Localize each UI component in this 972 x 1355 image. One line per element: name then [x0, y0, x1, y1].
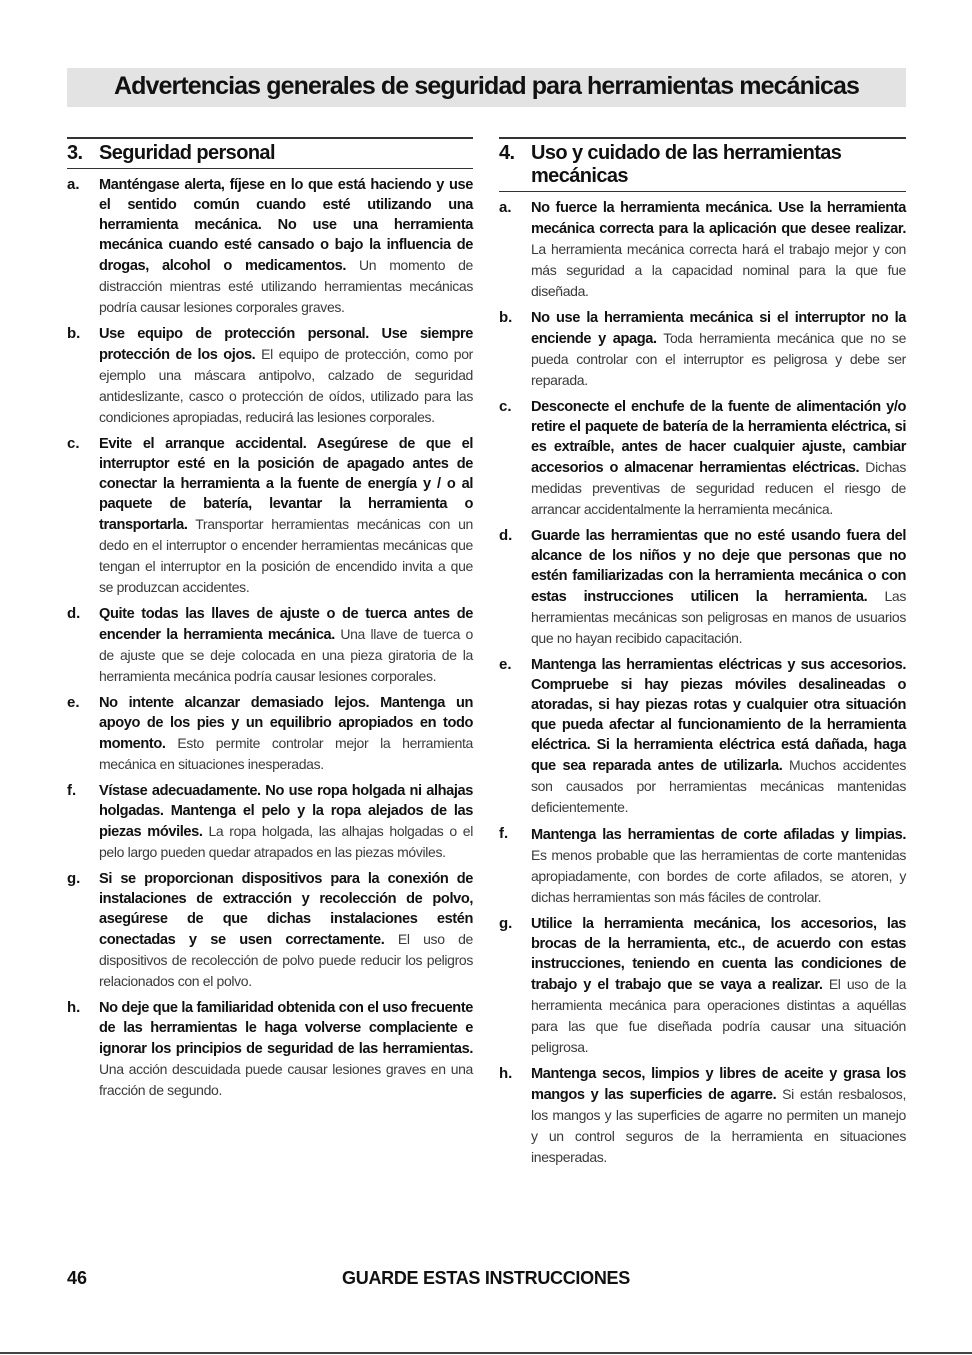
item-body: [99, 869, 473, 992]
list-item: [67, 869, 473, 992]
item-warning: Desconecte el enchufe de la fuente de alimentación y/o retire el paquete de batería de la herramienta eléctrica, si es extraíble, antes de hacer cualquier ajuste, cambiar accesorios o almacenar herramientas eléctricas.: [531, 399, 906, 476]
list-item: [67, 693, 473, 775]
item-letter: c.: [499, 398, 512, 415]
list-item: [499, 526, 906, 649]
right-items: [499, 198, 906, 1168]
item-explanation: El uso de la herramienta mecánica para operaciones distintas a aquéllas para las que fue diseñada podría causar una situación peligrosa.: [531, 976, 907, 1055]
section-tool-use-care: [499, 137, 906, 1174]
item-letter: g.: [67, 870, 81, 887]
list-item: [499, 198, 906, 302]
item-explanation: La herramienta mecánica correcta hará el trabajo mejor y con más seguridad a la capacidad nominal para la que fue diseñada.: [531, 241, 906, 299]
item-body: [99, 998, 473, 1101]
section-personal-safety: [67, 137, 473, 1107]
item-letter: d.: [67, 605, 81, 622]
item-letter: f.: [499, 825, 509, 842]
item-body: [99, 324, 473, 428]
page-title: Advertencias generales de seguridad para herramientas mecánicas: [113, 72, 860, 100]
list-item: [67, 998, 473, 1101]
item-explanation: Toda herramienta mecánica que no se pueda controlar con el interruptor es peligrosa y debe ser reparada.: [531, 330, 907, 388]
item-explanation: Dichas medidas preventivas de seguridad reducen el riesgo de arrancar accidentalmente la herramienta mecánica.: [531, 459, 906, 517]
item-letter: a.: [67, 176, 80, 193]
item-explanation: La ropa holgada, las alhajas holgadas o el pelo largo pueden quedar atrapados en las piezas móviles.: [99, 823, 473, 860]
item-explanation: Muchos accidentes son causados por herramientas mecánicas mantenidas deficientemente.: [531, 757, 906, 815]
item-explanation: Un momento de distracción mientras esté utilizando herramientas mecánicas podría causar lesiones corporales graves.: [99, 257, 473, 315]
item-warning: Evite el arranque accidental. Asegúrese de que el interruptor esté en la posición de apagado antes de conectar la herramienta a la fuente de energía y / o al paquete de batería, levantar la herramienta o transportarla.: [99, 436, 473, 533]
item-body: [531, 1064, 906, 1168]
list-item: [67, 604, 473, 687]
item-letter: b.: [67, 325, 81, 342]
list-item: [499, 655, 906, 818]
list-item: [499, 914, 906, 1058]
section-heading: [67, 137, 473, 169]
item-warning: Mantenga las herramientas de corte afiladas y limpias.: [531, 827, 906, 843]
item-letter: h.: [499, 1065, 513, 1082]
item-body: [531, 824, 906, 908]
item-warning: Utilice la herramienta mecánica, los accesorios, las brocas de la herramienta, etc., de acuerdo con estas instrucciones, teniendo en cuenta las condiciones de trabajo y el trabajo que se vaya a realizar.: [531, 916, 906, 993]
left-items: [67, 175, 473, 1101]
section-heading: [499, 137, 906, 192]
item-explanation: Es menos probable que las herramientas de corte mantenidas apropiadamente, con bordes de corte afilados, se atoren, y dichas herramientas son más fáciles de controlar.: [531, 847, 906, 905]
list-item: [67, 781, 473, 863]
list-item: [499, 1064, 906, 1168]
item-explanation: Las herramientas mecánicas son peligrosas en manos de usuarios que no hayan recibido capacitación.: [531, 588, 907, 646]
item-explanation: El uso de dispositivos de recolección de polvo puede reducir los peligros relacionados con el polvo.: [99, 931, 473, 989]
item-warning: No use la herramienta mecánica si el interruptor no la enciende y apaga.: [531, 310, 906, 347]
item-warning: Mantenga secos, limpios y libres de aceite y grasa los mangos y las superficies de agarre.: [531, 1066, 906, 1103]
item-letter: g.: [499, 915, 513, 932]
item-body: [99, 434, 473, 598]
item-body: [531, 198, 906, 302]
item-letter: h.: [67, 999, 81, 1016]
item-body: [99, 604, 473, 687]
item-letter: e.: [67, 694, 80, 711]
list-item: [67, 324, 473, 428]
item-body: [531, 914, 906, 1058]
item-explanation: El equipo de protección, como por ejemplo una máscara antipolvo, calzado de seguridad antideslizante, casco o protección de oídos, utilizado para las condiciones apropiadas, reducirá las lesiones corporales.: [99, 346, 473, 425]
item-body: [99, 781, 473, 863]
item-warning: Vístase adecuadamente. No use ropa holgada ni alhajas holgadas. Mantenga el pelo y la ropa alejados de las piezas móviles.: [99, 783, 473, 840]
footer-title: GUARDE ESTAS INSTRUCCIONES: [342, 1268, 630, 1288]
item-letter: a.: [499, 199, 512, 216]
item-explanation: Una llave de tuerca o de ajuste que se deje colocada en una pieza giratoria de la herramienta mecánica podría causar lesiones corporales.: [99, 626, 473, 684]
divider: [0, 1352, 972, 1354]
list-item: [499, 397, 906, 520]
list-item: [67, 434, 473, 598]
item-letter: b.: [499, 309, 513, 326]
section-title: Seguridad personal: [99, 142, 275, 164]
item-warning: Manténgase alerta, fíjese en lo que está haciendo y use el sentido común cuando esté utilizando una herramienta mecánica. No use una herramienta mecánica cuando esté cansado o bajo la influencia de drogas, alcohol o medicamentos.: [99, 177, 473, 274]
item-letter: c.: [67, 435, 80, 452]
item-explanation: Transportar herramientas mecánicas con un dedo en el interruptor o encender herramientas mecánicas que tengan el interruptor en la posición de encendido invita a que se produzcan accidentes.: [99, 516, 473, 595]
item-letter: d.: [499, 527, 513, 544]
item-explanation: Una acción descuidada puede causar lesiones graves en una fracción de segundo.: [99, 1061, 473, 1098]
item-warning: No deje que la familiaridad obtenida con el uso frecuente de las herramientas le haga volverse complaciente e ignorar los principios de seguridad de las herramientas.: [99, 1000, 473, 1057]
item-letter: e.: [499, 656, 512, 673]
section-title: Uso y cuidado de las herramientas mecánicas: [531, 142, 842, 187]
item-body: [99, 693, 473, 775]
page-number: 46: [67, 1268, 88, 1288]
item-body: [531, 655, 906, 818]
item-body: [99, 175, 473, 318]
header-banner: [67, 68, 906, 107]
item-warning: Use equipo de protección personal. Use siempre protección de los ojos.: [99, 326, 473, 363]
item-explanation: Esto permite controlar mejor la herramienta mecánica en situaciones inesperadas.: [99, 735, 473, 772]
item-letter: f.: [67, 782, 77, 799]
section-number: 3.: [67, 142, 83, 164]
item-body: [531, 526, 906, 649]
list-item: [67, 175, 473, 318]
item-body: [531, 397, 906, 520]
item-warning: Mantenga las herramientas eléctricas y sus accesorios. Compruebe si hay piezas móviles desalineadas o atoradas, si hay piezas rotas y cualquier otra situación que pueda afectar al funcionamiento de la herramienta eléctrica. Si la herramienta eléctrica está dañada, haga que sea reparada antes de utilizarla.: [531, 657, 906, 774]
item-warning: No fuerce la herramienta mecánica. Use la herramienta mecánica correcta para la aplicación que desee realizar.: [531, 200, 906, 237]
list-item: [499, 824, 906, 908]
item-explanation: Si están resbalosos, los mangos y las superficies de agarre no permiten un manejo y un control seguros de la herramienta en situaciones inesperadas.: [531, 1086, 906, 1165]
section-number: 4.: [499, 142, 515, 164]
item-body: [531, 308, 906, 391]
item-warning: Quite todas las llaves de ajuste o de tuerca antes de encender la herramienta mecánica.: [99, 606, 473, 643]
list-item: [499, 308, 906, 391]
item-warning: Si se proporcionan dispositivos para la conexión de instalaciones de extracción y recolección de polvo, asegúrese de que dichas instalaciones estén conectadas y se usen correctamente.: [99, 871, 473, 948]
item-warning: Guarde las herramientas que no esté usando fuera del alcance de los niños y no deje que personas que no estén familiarizadas con la herramienta mecánica o con estas instrucciones utilicen la herramienta.: [531, 528, 906, 605]
item-warning: No intente alcanzar demasiado lejos. Mantenga un apoyo de los pies y un equilibrio apropiados en todo momento.: [99, 695, 473, 752]
